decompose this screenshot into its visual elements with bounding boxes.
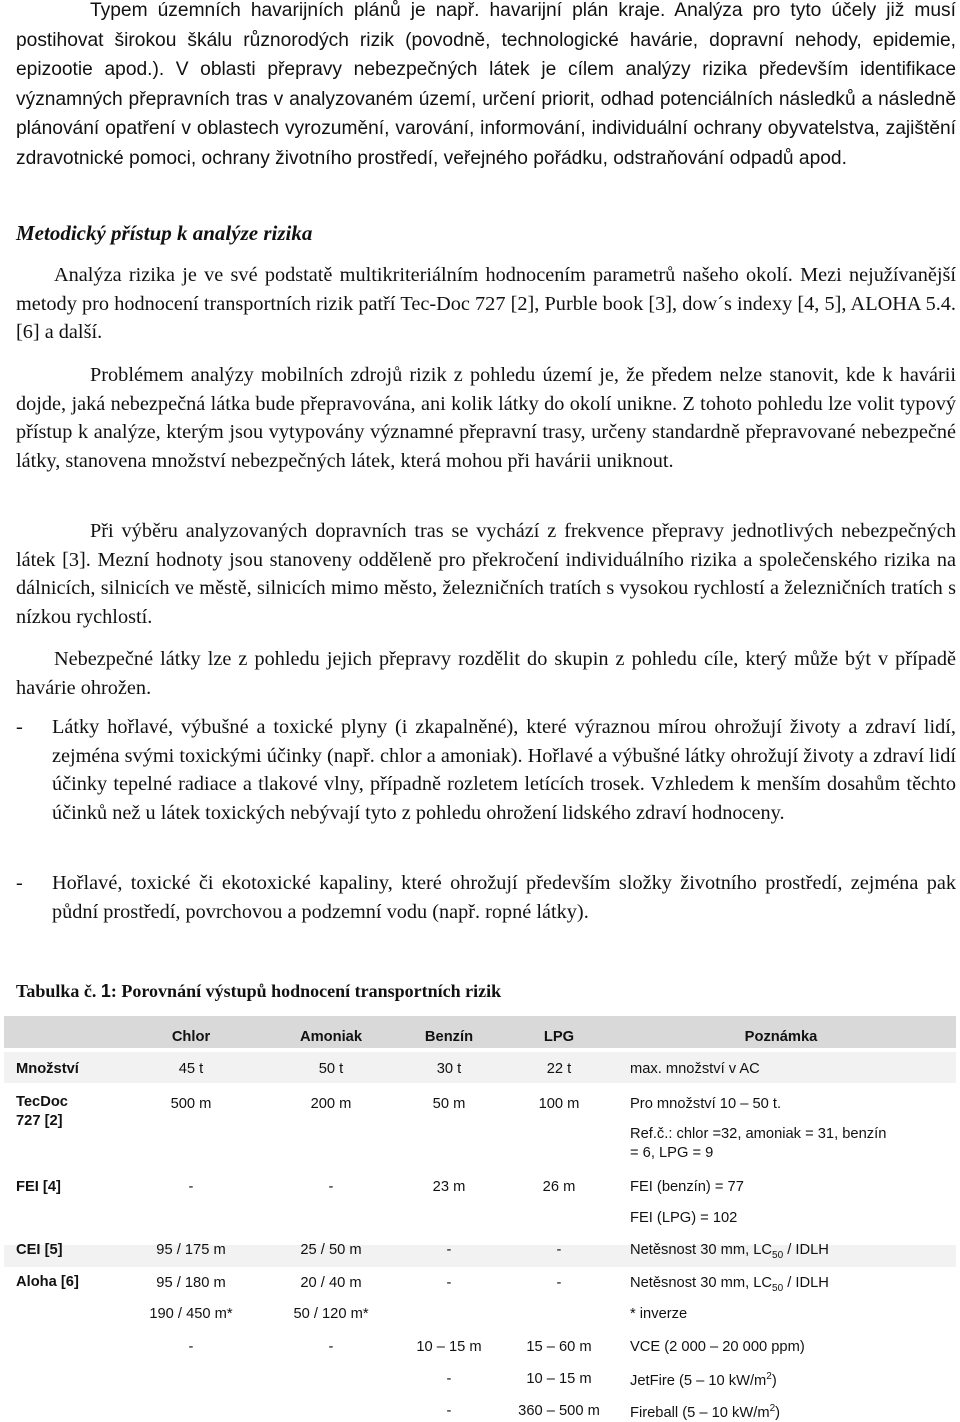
cell-note: = 6, LPG = 9 [630,1145,714,1161]
note-text: JetFire (5 – 10 kW/m [630,1372,767,1389]
cell: 500 m [170,1096,212,1112]
cell: 22 t [546,1061,572,1077]
note-text: ) [775,1404,781,1421]
header-lpg: LPG [543,1029,575,1045]
cell: - [188,1179,194,1195]
cell: - [188,1339,194,1355]
cell: 25 / 50 m [300,1242,362,1258]
paragraph-methods: Analýza rizika je ve své podstatě multikriteriálním hodnocením parametrů našeho okolí. Mezi nejužívanější metody pro hodnocení transportních rizik patří Tec-Doc 727 [2], Purble book [3], dow´s indexy [4, 5], ALOHA 5.4. [6] a další. [16,264,956,344]
header-benzin: Benzín [424,1029,474,1045]
list-item [16,713,956,827]
note-text: Netěsnost 30 mm, LC [630,1242,773,1258]
note-text: Netěsnost 30 mm, LC [630,1275,773,1291]
cell: - [446,1371,452,1387]
cell: 100 m [538,1096,580,1112]
note-text: ) [771,1372,777,1389]
row-label-tecdoc-ref: 727 [2] [16,1113,63,1129]
header-amoniak: Amoniak [299,1029,363,1045]
cell: 190 / 450 m* [149,1306,233,1322]
paragraph-selection: Při výběru analyzovaných dopravních tras se vychází z frekvence přepravy jednotlivých nebezpečných látek [3]. Mezní hodnoty jsou stanoveny odděleně pro překročení individuálního rizika a společenského rizika na dálnicích, silnicích ve městě, silnicích mimo město, železničních tratích s vysokou rychlostí a železničních tratích s nízkou rychlostí. [16,520,956,628]
cell-note: Ref.č.: chlor =32, amoniak = 31, benzín [630,1126,887,1142]
section-heading: Metodický přístup k analýze rizika [16,221,313,245]
row-label-fei: FEI [4] [16,1179,61,1195]
intro-text-serif: Typem územních havarijních plánů je např. havarijní plán kraje. Analýza pro tyto účely již musí postihovat širokou škálu různorodých rizik (povodně, technologické havárie, dopravní nehody, epidemie, epizootie apod.). [16,0,956,81]
cell: 30 t [436,1061,462,1077]
cell-note: FEI (benzín) = 77 [630,1179,744,1195]
comparison-table [4,1016,956,1420]
list-dash: - [16,872,23,894]
list-dash: - [16,716,23,738]
note-superscript: 2 [766,1371,772,1382]
table-separator [4,1083,956,1085]
cell: - [446,1242,452,1258]
cell: - [446,1275,452,1291]
cell: 45 t [178,1061,204,1077]
intro-text-sans: V oblasti přepravy nebezpečných látek je cílem analýzy rizika především identifikace významných přepravních tras v analyzovaném území, určení priorit, odhad potenciálních následků a následně plánování opatření v oblastech vyrozumění, varování, informování, individuální ochrany obyvatelstva, zajištění zdravotnické pomoci, ochrany životního prostředí, veřejného pořádku, odstraňování odpadů apod. [16,59,956,169]
cell: 23 m [432,1179,466,1195]
note-text: / IDLH [783,1242,829,1258]
cell: 95 / 180 m [156,1275,226,1291]
header-poznamka: Poznámka [744,1029,818,1045]
cell-note: Pro množství 10 – 50 t. [630,1096,782,1112]
list-item [16,869,956,926]
caption-text: : Porovnání výstupů hodnocení transportních rizik [110,981,502,1001]
list-item-text: Hořlavé, toxické či ekotoxické kapaliny, které ohrožují především složky životního prostředí, zejména pak půdní prostředí, povrchovou a podzemní vodu (např. ropné látky). [52,872,956,923]
cell: 50 m [432,1096,466,1112]
row-label-cei: CEI [5] [16,1242,63,1258]
row-label-mnozstvi: Množství [16,1061,79,1077]
caption-prefix: Tabulka č. [16,981,97,1001]
note-subscript: 50 [772,1249,784,1261]
paragraph-intro [16,0,956,174]
note-superscript: 2 [769,1403,776,1414]
caption-number: 1 [100,981,111,1001]
list-item-text: Látky hořlavé, výbušné a toxické plyny (i zkapalněné), které výraznou mírou ohrožují životy a zdraví lidí, zejména svými toxickými účinky (např. chlor a amoniak). Hořlavé a výbušné látky ohrožují životy a zdraví lidí účinky tepelné radiace a tlakové vlny, případně rozletem letících trosek. Vzhledem k menším dosahům těchto účinků než u látek toxických nebývají tyto z pohledu ohrožení lidského zdraví hodnoceny. [52,716,956,824]
header-chlor: Chlor [171,1029,211,1045]
cell: 360 – 500 m [518,1403,600,1419]
paragraph-groups: Nebezpečné látky lze z pohledu jejich přepravy rozdělit do skupin z pohledu cíle, který může být v případě havárie ohrožen. [16,648,956,699]
cell: - [328,1339,334,1355]
cell-note [630,1371,777,1389]
note-text: Fireball (5 – 10 kW/m [630,1404,770,1421]
cell: - [556,1242,562,1258]
cell: - [328,1179,334,1195]
cell-note [630,1275,829,1294]
table-caption [16,981,501,1002]
cell: - [446,1403,452,1419]
cell-note [630,1242,829,1261]
cell: 26 m [542,1179,576,1195]
cell: 15 – 60 m [526,1339,592,1355]
paragraph-problem: Problémem analýzy mobilních zdrojů rizik z pohledu území je, že předem nelze stanovit, kde k havárii dojde, jaká nebezpečná látka bude přepravována, ani kolik látky do okolí unikne. Z tohoto pohledu lze volit typový přístup k analýze, kterým jsou vytypovány významné přepravní trasy, určeny standardně přepravované nebezpečné látky, stanovena množství nebezpečných látek, která mohou při havárii uniknout. [16,364,956,472]
cell-note: FEI (LPG) = 102 [630,1210,738,1226]
cell: 20 / 40 m [300,1275,362,1291]
cell: 95 / 175 m [156,1242,226,1258]
row-label-aloha: Aloha [6] [16,1274,79,1290]
cell: 10 – 15 m [416,1339,482,1355]
cell: 50 t [318,1061,344,1077]
note-text: / IDLH [783,1275,829,1291]
cell-note: VCE (2 000 – 20 000 ppm) [630,1339,805,1355]
cell-note [630,1403,780,1421]
note-subscript: 50 [772,1282,784,1294]
cell: - [556,1275,562,1291]
cell: 200 m [310,1096,352,1112]
row-label-tecdoc: TecDoc [16,1094,68,1110]
cell: 10 – 15 m [526,1371,592,1387]
cell-note: * inverze [630,1306,688,1322]
cell: 50 / 120 m* [293,1306,369,1322]
cell-note: max. množství v AC [630,1061,760,1077]
